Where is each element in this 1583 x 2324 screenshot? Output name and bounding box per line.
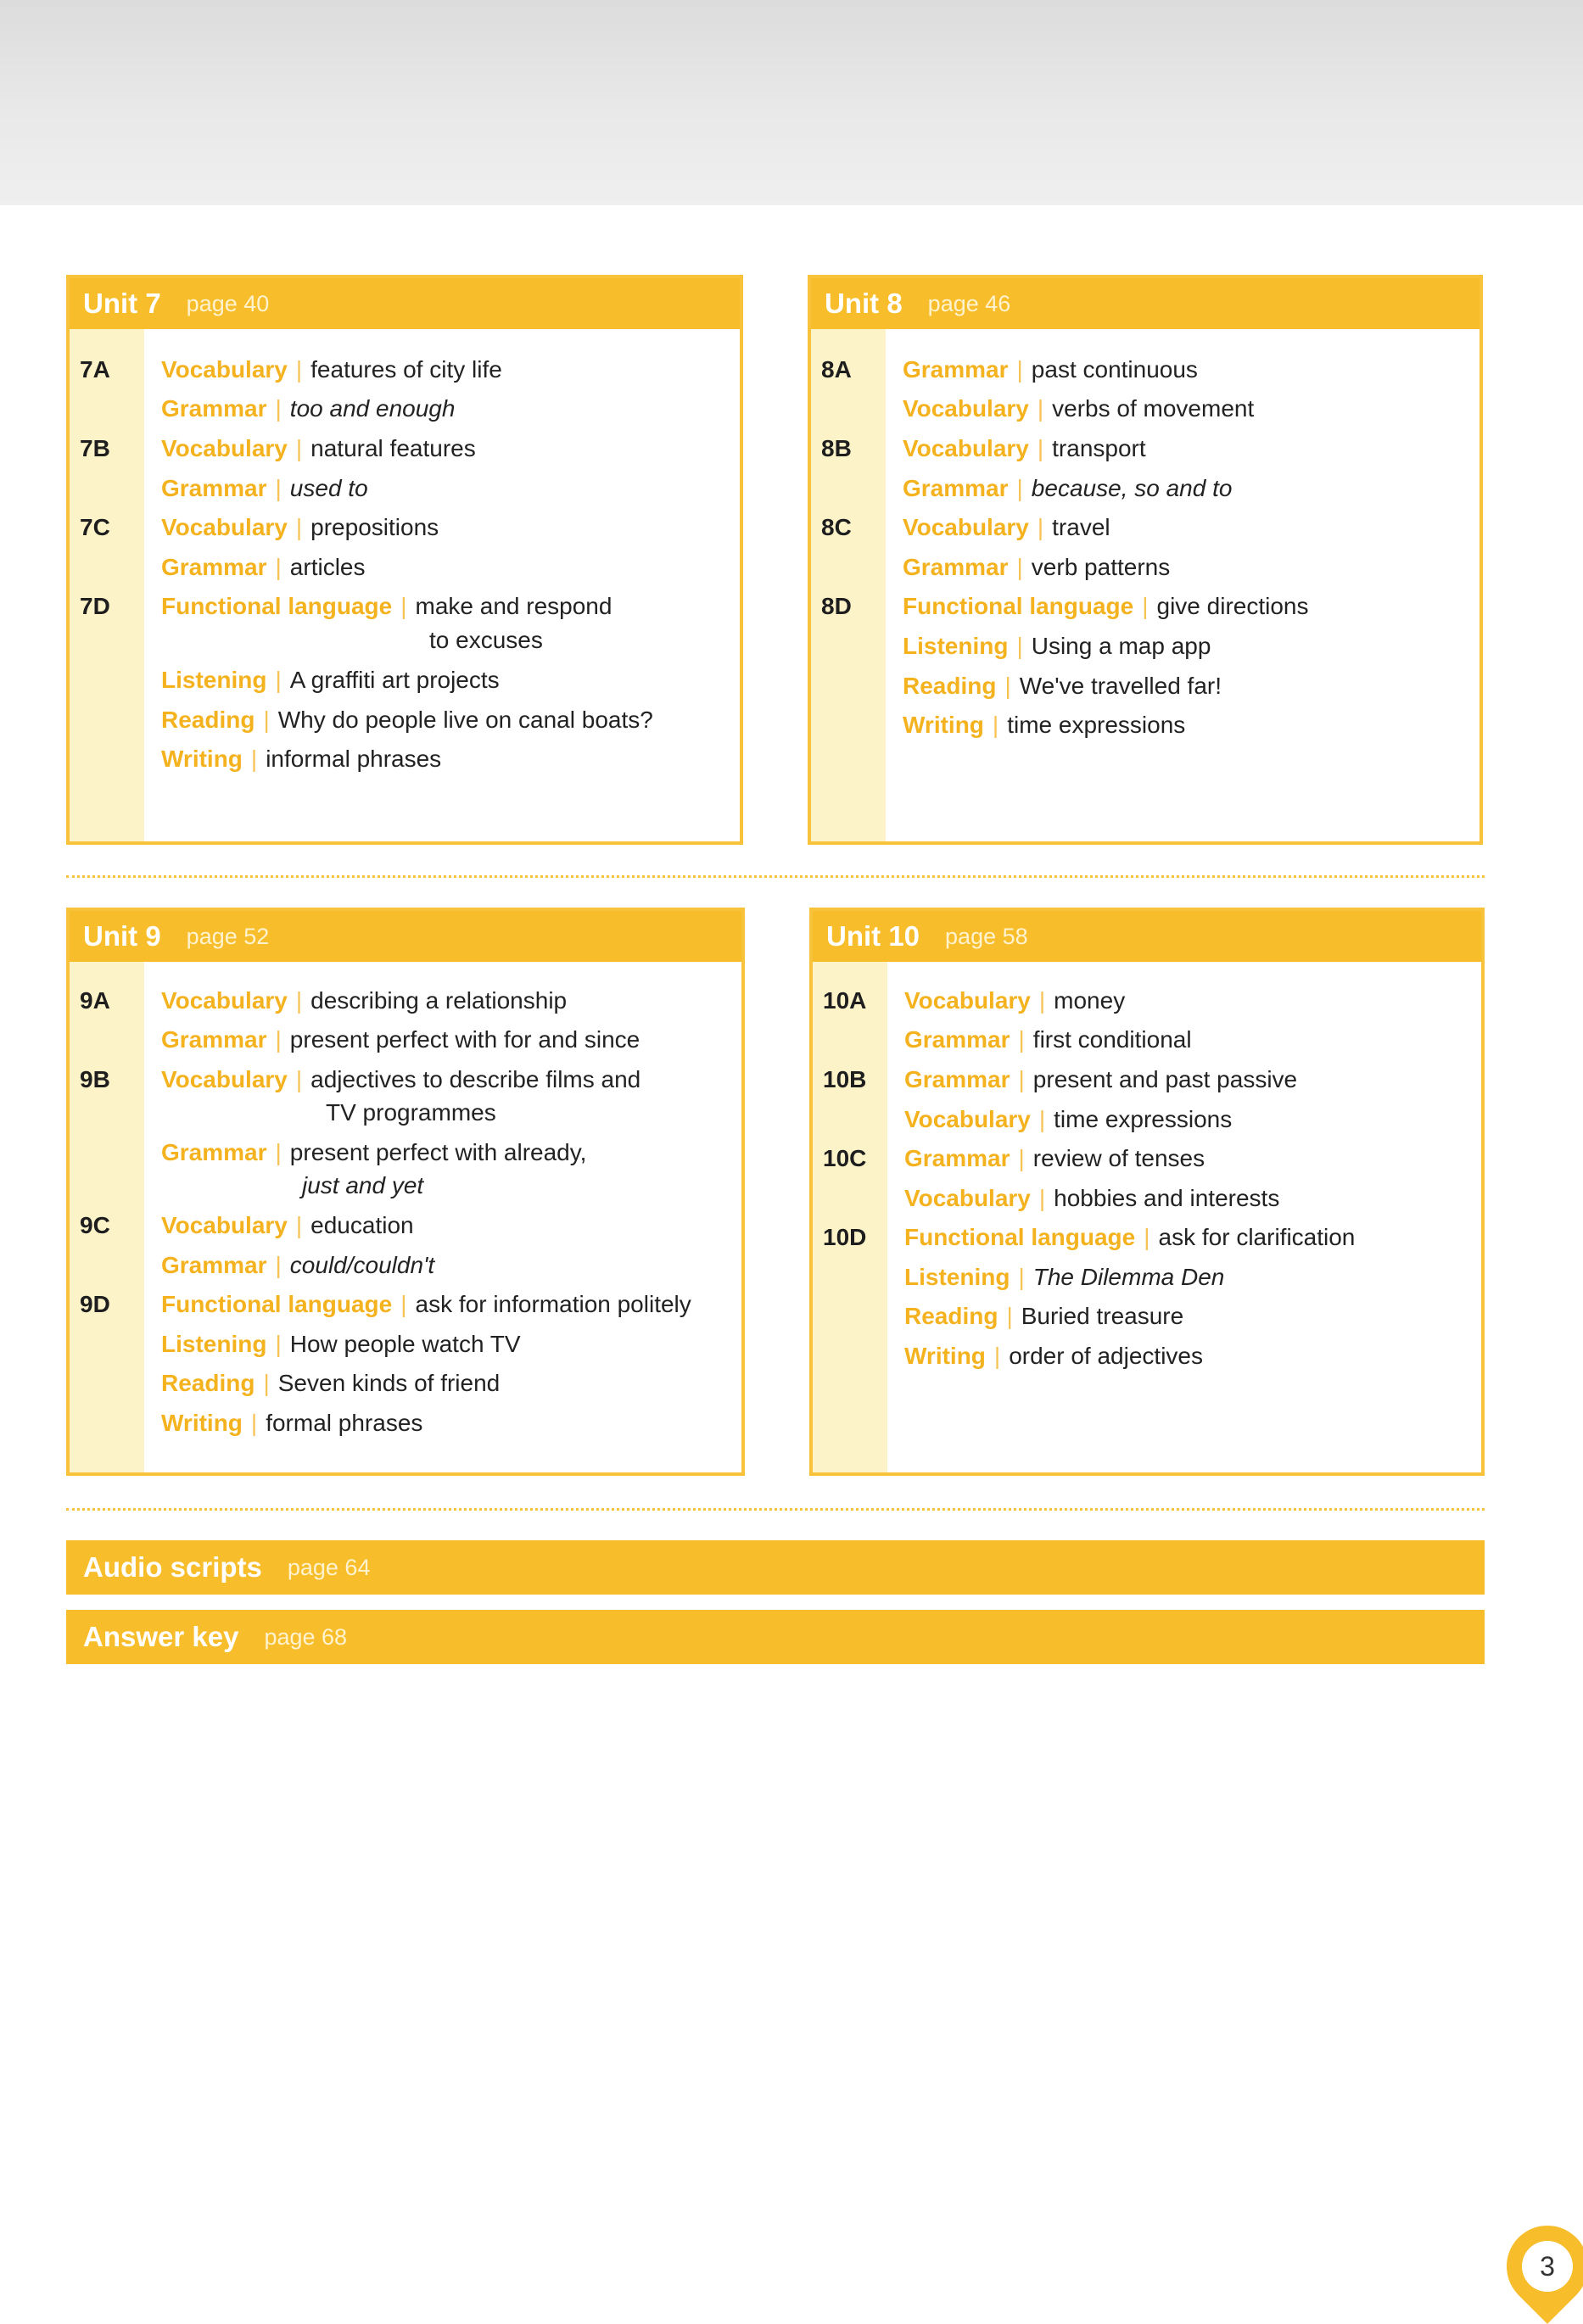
entry-text: describing a relationship [310,987,568,1014]
entry-text: Using a map app [1031,633,1211,659]
section-code: 8C [821,514,852,540]
entry-text: ask for information politely [415,1291,691,1317]
answer-key-link[interactable] [66,1610,1485,1664]
entry-label: Grammar [161,1139,267,1165]
entry-label: Grammar [904,1026,1010,1053]
entry-label: Grammar [904,1145,1010,1171]
entry-text: hobbies and interests [1054,1185,1280,1211]
divider [66,875,1485,878]
entry-text: prepositions [310,514,439,540]
unit-9-header[interactable] [70,911,741,962]
section-code: 10C [823,1145,867,1171]
entry-label: Grammar [903,554,1009,580]
section-code: 10B [823,1066,867,1092]
entry-label: Writing [161,1410,243,1436]
entry-label: Grammar [161,475,267,501]
entry-label: Vocabulary [904,987,1031,1014]
entry-label: Functional language [903,593,1134,619]
unit-8-body: 8A Grammar | past continuous Vocabulary | verbs of movement 8B Vocabulary | transport Grammar | because, so and to 8C Vocabulary | travel Grammar | verb patterns 8D Functional language | give directions Listening | Using a map app Reading | We've travelled far! Writing | time expressions [811,329,1480,841]
unit-8-header[interactable] [811,278,1480,329]
entry-label: Functional language [161,1291,393,1317]
entry-text: too and enough [289,395,456,422]
entry-text: order of adjectives [1009,1343,1203,1369]
entry-text: natural features [310,435,476,461]
entry-label: Vocabulary [903,395,1029,422]
section-page: page 64 [287,1554,371,1580]
entry-label: Grammar [161,554,267,580]
unit-title: Unit 9 [83,920,161,952]
section-code: 7A [80,356,110,383]
entry-label: Vocabulary [161,1066,288,1092]
section-code: 9A [80,987,110,1014]
section-code: 7B [80,435,110,461]
unit-9-body: 9A Vocabulary | describing a relationship Grammar | present perfect with for and since 9B Vocabulary | adjectives to describe films and TV programmes Grammar | present perfect with already, just and yet 9C Vocabulary | education Grammar | could/couldn't 9D Functional language | ask for information politely Listening | How people watch TV Reading | Seven kinds of friend Writing | formal phrases [70,962,741,1472]
entry-text: time expressions [1007,712,1186,738]
entry-label: Listening [903,633,1009,659]
section-code: 9B [80,1066,110,1092]
unit-page: page 58 [945,923,1028,949]
entry-text: ask for clarification [1158,1224,1356,1250]
entry-text: A graffiti art projects [289,667,500,693]
entry-label: Writing [903,712,984,738]
entry-text: How people watch TV [289,1331,521,1357]
entry-text: Seven kinds of friend [277,1370,501,1396]
unit-10-header[interactable] [813,911,1481,962]
section-code: 10D [823,1224,867,1250]
entry-text: could/couldn't [289,1252,435,1278]
entry-text: The Dilemma Den [1032,1264,1225,1290]
entry-label: Functional language [161,593,393,619]
entry-label: Grammar [161,1026,267,1053]
section-code: 9D [80,1291,110,1317]
entry-text: first conditional [1032,1026,1192,1053]
entry-label: Writing [904,1343,986,1369]
entry-text-continued: TV programmes [326,1099,496,1126]
entry-label: Vocabulary [904,1185,1031,1211]
entry-text: transport [1052,435,1146,461]
unit-9-box [66,908,745,1476]
unit-10-box [809,908,1485,1476]
unit-10-body: 10A Vocabulary | money Grammar | first conditional 10B Grammar | present and past passive Vocabulary | time expressions 10C Grammar | review of tenses Vocabulary | hobbies and interests 10D Functional language | ask for clarification Listening | The Dilemma Den Reading | Buried treasure Writing | order of adjectives [813,962,1481,1472]
entry-label: Grammar [161,1252,267,1278]
section-page: page 68 [264,1623,348,1650]
unit-7-body: 7A Vocabulary | features of city life Grammar | too and enough 7B Vocabulary | natural features Grammar | used to 7C Vocabulary | prepositions Grammar | articles 7D Functional language | make and respond to excuses Listening | A graffiti art projects Reading | Why do people live on canal boats? Writing | informal phrases [70,329,740,841]
entry-text: give directions [1156,593,1309,619]
unit-7-box [66,275,743,845]
entry-text: features of city life [310,356,502,383]
entry-text: present perfect with already, [289,1139,587,1165]
entry-label: Writing [161,746,243,772]
entry-text: formal phrases [266,1410,423,1436]
entry-text: past continuous [1031,356,1198,383]
entry-text-continued: to excuses [429,627,543,653]
unit-title: Unit 8 [825,288,903,319]
entry-label: Vocabulary [904,1106,1031,1132]
entry-text: money [1054,987,1126,1014]
entry-text-continued: just and yet [302,1172,424,1198]
unit-page: page 40 [186,290,270,316]
section-code: 7D [80,593,110,619]
entry-text: Buried treasure [1021,1303,1184,1329]
entry-label: Reading [904,1303,998,1329]
section-code: 7C [80,514,110,540]
section-title: Audio scripts [83,1551,262,1583]
section-code: 10A [823,987,867,1014]
entry-text: verb patterns [1031,554,1171,580]
entry-label: Vocabulary [161,1212,288,1238]
entry-text: verbs of movement [1052,395,1255,422]
unit-page: page 52 [186,923,270,949]
unit-title: Unit 7 [83,288,161,319]
entry-label: Reading [161,707,255,733]
entry-text: informal phrases [266,746,442,772]
entry-label: Listening [161,667,267,693]
divider [66,1508,1485,1511]
entry-label: Grammar [161,395,267,422]
entry-label: Vocabulary [161,356,288,383]
entry-label: Listening [161,1331,267,1357]
entry-label: Vocabulary [161,435,288,461]
entry-label: Vocabulary [161,514,288,540]
entry-label: Grammar [903,475,1009,501]
entry-label: Vocabulary [161,987,288,1014]
entry-label: Grammar [903,356,1009,383]
unit-page: page 46 [927,290,1011,316]
page-header-band [0,0,1583,205]
entry-label: Listening [904,1264,1010,1290]
entry-text: Why do people live on canal boats? [277,707,653,733]
entry-text: travel [1052,514,1110,540]
entry-label: Reading [903,673,997,699]
section-code: 8A [821,356,852,383]
entry-text: education [310,1212,414,1238]
section-code: 8D [821,593,852,619]
entry-text: used to [289,475,368,501]
entry-label: Grammar [904,1066,1010,1092]
unit-7-header[interactable] [70,278,740,329]
entry-text: time expressions [1054,1106,1233,1132]
entry-label: Functional language [904,1224,1136,1250]
entry-label: Reading [161,1370,255,1396]
entry-text: present and past passive [1032,1066,1298,1092]
unit-title: Unit 10 [826,920,920,952]
entry-text: review of tenses [1032,1145,1205,1171]
entry-label: Vocabulary [903,435,1029,461]
section-title: Answer key [83,1621,239,1652]
entry-text: adjectives to describe films and [310,1066,641,1092]
section-code: 8B [821,435,852,461]
entry-text: because, so and to [1031,475,1233,501]
entry-text: make and respond [415,593,613,619]
entry-text: We've travelled far! [1019,673,1222,699]
unit-8-box [808,275,1483,845]
page-number: 3 [1522,2241,1573,2292]
section-code: 9C [80,1212,110,1238]
entry-text: articles [289,554,366,580]
entry-label: Vocabulary [903,514,1029,540]
audio-scripts-link[interactable] [66,1540,1485,1595]
entry-text: present perfect with for and since [289,1026,640,1053]
